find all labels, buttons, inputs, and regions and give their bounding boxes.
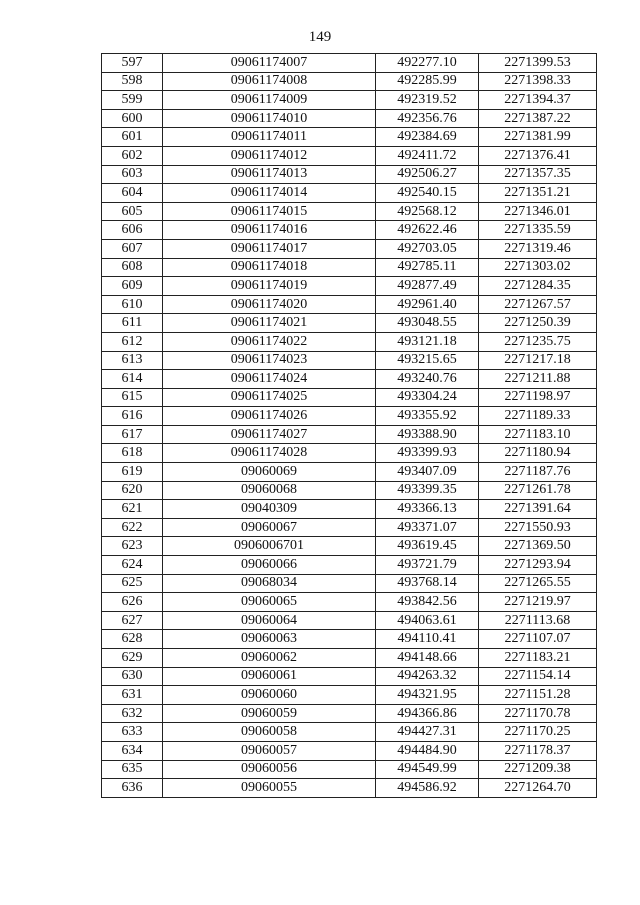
row-number-cell: 613 bbox=[102, 351, 163, 370]
x-coordinate-cell: 492568.12 bbox=[376, 202, 479, 221]
parcel-code-cell: 09060063 bbox=[163, 630, 376, 649]
row-number-cell: 624 bbox=[102, 556, 163, 575]
parcel-code-cell: 09061174028 bbox=[163, 444, 376, 463]
x-coordinate-cell: 493304.24 bbox=[376, 388, 479, 407]
table-row bbox=[102, 760, 597, 779]
table-row bbox=[102, 723, 597, 742]
parcel-code-cell: 09060056 bbox=[163, 760, 376, 779]
table-row bbox=[102, 351, 597, 370]
x-coordinate-cell: 493399.93 bbox=[376, 444, 479, 463]
parcel-code-cell: 09061174010 bbox=[163, 109, 376, 128]
y-coordinate-cell: 2271217.18 bbox=[479, 351, 597, 370]
table-row bbox=[102, 500, 597, 519]
parcel-code-cell: 09060058 bbox=[163, 723, 376, 742]
x-coordinate-cell: 492540.15 bbox=[376, 184, 479, 203]
y-coordinate-cell: 2271387.22 bbox=[479, 109, 597, 128]
y-coordinate-cell: 2271303.02 bbox=[479, 258, 597, 277]
row-number-cell: 634 bbox=[102, 741, 163, 760]
x-coordinate-cell: 494110.41 bbox=[376, 630, 479, 649]
row-number-cell: 612 bbox=[102, 332, 163, 351]
row-number-cell: 626 bbox=[102, 593, 163, 612]
table-row bbox=[102, 518, 597, 537]
parcel-code-cell: 09061174020 bbox=[163, 295, 376, 314]
x-coordinate-cell: 493371.07 bbox=[376, 518, 479, 537]
x-coordinate-cell: 493721.79 bbox=[376, 556, 479, 575]
table-row bbox=[102, 370, 597, 389]
y-coordinate-cell: 2271284.35 bbox=[479, 277, 597, 296]
y-coordinate-cell: 2271183.21 bbox=[479, 649, 597, 668]
parcel-code-cell: 09061174009 bbox=[163, 91, 376, 110]
x-coordinate-cell: 493768.14 bbox=[376, 574, 479, 593]
x-coordinate-cell: 492411.72 bbox=[376, 146, 479, 165]
x-coordinate-cell: 493399.35 bbox=[376, 481, 479, 500]
row-number-cell: 600 bbox=[102, 109, 163, 128]
y-coordinate-cell: 2271398.33 bbox=[479, 72, 597, 91]
row-number-cell: 618 bbox=[102, 444, 163, 463]
table-row bbox=[102, 184, 597, 203]
row-number-cell: 609 bbox=[102, 277, 163, 296]
table-row bbox=[102, 314, 597, 333]
row-number-cell: 633 bbox=[102, 723, 163, 742]
row-number-cell: 629 bbox=[102, 649, 163, 668]
table-row bbox=[102, 686, 597, 705]
y-coordinate-cell: 2271170.78 bbox=[479, 704, 597, 723]
x-coordinate-cell: 492877.49 bbox=[376, 277, 479, 296]
table-row bbox=[102, 444, 597, 463]
y-coordinate-cell: 2271113.68 bbox=[479, 611, 597, 630]
parcel-code-cell: 09060061 bbox=[163, 667, 376, 686]
table-row bbox=[102, 407, 597, 426]
table-row bbox=[102, 649, 597, 668]
y-coordinate-cell: 2271335.59 bbox=[479, 221, 597, 240]
x-coordinate-cell: 494321.95 bbox=[376, 686, 479, 705]
parcel-code-cell: 09060060 bbox=[163, 686, 376, 705]
parcel-code-cell: 09061174008 bbox=[163, 72, 376, 91]
x-coordinate-cell: 492961.40 bbox=[376, 295, 479, 314]
parcel-code-cell: 09061174016 bbox=[163, 221, 376, 240]
y-coordinate-cell: 2271178.37 bbox=[479, 741, 597, 760]
x-coordinate-cell: 494366.86 bbox=[376, 704, 479, 723]
parcel-code-cell: 09061174024 bbox=[163, 370, 376, 389]
table-row bbox=[102, 91, 597, 110]
parcel-code-cell: 09061174019 bbox=[163, 277, 376, 296]
parcel-code-cell: 09061174023 bbox=[163, 351, 376, 370]
parcel-code-cell: 09060062 bbox=[163, 649, 376, 668]
parcel-code-cell: 09060067 bbox=[163, 518, 376, 537]
x-coordinate-cell: 492285.99 bbox=[376, 72, 479, 91]
table-row bbox=[102, 463, 597, 482]
table-row bbox=[102, 332, 597, 351]
row-number-cell: 602 bbox=[102, 146, 163, 165]
row-number-cell: 608 bbox=[102, 258, 163, 277]
parcel-code-cell: 09040309 bbox=[163, 500, 376, 519]
table-row bbox=[102, 741, 597, 760]
y-coordinate-cell: 2271391.64 bbox=[479, 500, 597, 519]
x-coordinate-cell: 494263.32 bbox=[376, 667, 479, 686]
table-row bbox=[102, 593, 597, 612]
parcel-code-cell: 09060057 bbox=[163, 741, 376, 760]
table-row bbox=[102, 109, 597, 128]
table-row bbox=[102, 481, 597, 500]
y-coordinate-cell: 2271107.07 bbox=[479, 630, 597, 649]
y-coordinate-cell: 2271198.97 bbox=[479, 388, 597, 407]
parcel-code-cell: 09060065 bbox=[163, 593, 376, 612]
x-coordinate-cell: 494549.99 bbox=[376, 760, 479, 779]
y-coordinate-cell: 2271250.39 bbox=[479, 314, 597, 333]
parcel-code-cell: 09061174026 bbox=[163, 407, 376, 426]
table-row bbox=[102, 667, 597, 686]
coordinates-table bbox=[101, 53, 597, 798]
row-number-cell: 599 bbox=[102, 91, 163, 110]
x-coordinate-cell: 492277.10 bbox=[376, 54, 479, 73]
x-coordinate-cell: 492703.05 bbox=[376, 239, 479, 258]
row-number-cell: 627 bbox=[102, 611, 163, 630]
x-coordinate-cell: 494063.61 bbox=[376, 611, 479, 630]
parcel-code-cell: 09061174022 bbox=[163, 332, 376, 351]
row-number-cell: 630 bbox=[102, 667, 163, 686]
row-number-cell: 616 bbox=[102, 407, 163, 426]
row-number-cell: 620 bbox=[102, 481, 163, 500]
coordinates-table-body bbox=[102, 54, 597, 798]
parcel-code-cell: 09061174025 bbox=[163, 388, 376, 407]
parcel-code-cell: 09060055 bbox=[163, 779, 376, 798]
row-number-cell: 635 bbox=[102, 760, 163, 779]
y-coordinate-cell: 2271154.14 bbox=[479, 667, 597, 686]
x-coordinate-cell: 492785.11 bbox=[376, 258, 479, 277]
table-row bbox=[102, 574, 597, 593]
row-number-cell: 607 bbox=[102, 239, 163, 258]
y-coordinate-cell: 2271189.33 bbox=[479, 407, 597, 426]
parcel-code-cell: 09061174011 bbox=[163, 128, 376, 147]
y-coordinate-cell: 2271381.99 bbox=[479, 128, 597, 147]
y-coordinate-cell: 2271264.70 bbox=[479, 779, 597, 798]
parcel-code-cell: 09061174014 bbox=[163, 184, 376, 203]
x-coordinate-cell: 493619.45 bbox=[376, 537, 479, 556]
row-number-cell: 604 bbox=[102, 184, 163, 203]
table-row bbox=[102, 239, 597, 258]
table-row bbox=[102, 630, 597, 649]
parcel-code-cell: 09061174012 bbox=[163, 146, 376, 165]
y-coordinate-cell: 2271550.93 bbox=[479, 518, 597, 537]
x-coordinate-cell: 493240.76 bbox=[376, 370, 479, 389]
parcel-code-cell: 09060069 bbox=[163, 463, 376, 482]
y-coordinate-cell: 2271170.25 bbox=[479, 723, 597, 742]
y-coordinate-cell: 2271351.21 bbox=[479, 184, 597, 203]
y-coordinate-cell: 2271151.28 bbox=[479, 686, 597, 705]
row-number-cell: 605 bbox=[102, 202, 163, 221]
parcel-code-cell: 09061174015 bbox=[163, 202, 376, 221]
x-coordinate-cell: 492506.27 bbox=[376, 165, 479, 184]
x-coordinate-cell: 493355.92 bbox=[376, 407, 479, 426]
parcel-code-cell: 09060059 bbox=[163, 704, 376, 723]
table-row bbox=[102, 165, 597, 184]
parcel-code-cell: 09060066 bbox=[163, 556, 376, 575]
row-number-cell: 625 bbox=[102, 574, 163, 593]
y-coordinate-cell: 2271357.35 bbox=[479, 165, 597, 184]
y-coordinate-cell: 2271346.01 bbox=[479, 202, 597, 221]
row-number-cell: 621 bbox=[102, 500, 163, 519]
parcel-code-cell: 09061174027 bbox=[163, 425, 376, 444]
parcel-code-cell: 09061174017 bbox=[163, 239, 376, 258]
y-coordinate-cell: 2271267.57 bbox=[479, 295, 597, 314]
y-coordinate-cell: 2271369.50 bbox=[479, 537, 597, 556]
row-number-cell: 628 bbox=[102, 630, 163, 649]
y-coordinate-cell: 2271376.41 bbox=[479, 146, 597, 165]
y-coordinate-cell: 2271399.53 bbox=[479, 54, 597, 73]
row-number-cell: 623 bbox=[102, 537, 163, 556]
y-coordinate-cell: 2271211.88 bbox=[479, 370, 597, 389]
table-row bbox=[102, 72, 597, 91]
table-row bbox=[102, 258, 597, 277]
parcel-code-cell: 09061174013 bbox=[163, 165, 376, 184]
table-row bbox=[102, 704, 597, 723]
table-row bbox=[102, 277, 597, 296]
y-coordinate-cell: 2271235.75 bbox=[479, 332, 597, 351]
row-number-cell: 603 bbox=[102, 165, 163, 184]
table-row bbox=[102, 146, 597, 165]
x-coordinate-cell: 493407.09 bbox=[376, 463, 479, 482]
row-number-cell: 617 bbox=[102, 425, 163, 444]
parcel-code-cell: 0906006701 bbox=[163, 537, 376, 556]
row-number-cell: 615 bbox=[102, 388, 163, 407]
x-coordinate-cell: 494427.31 bbox=[376, 723, 479, 742]
parcel-code-cell: 09060064 bbox=[163, 611, 376, 630]
row-number-cell: 632 bbox=[102, 704, 163, 723]
x-coordinate-cell: 493842.56 bbox=[376, 593, 479, 612]
table-row bbox=[102, 537, 597, 556]
row-number-cell: 614 bbox=[102, 370, 163, 389]
x-coordinate-cell: 493215.65 bbox=[376, 351, 479, 370]
x-coordinate-cell: 494484.90 bbox=[376, 741, 479, 760]
row-number-cell: 636 bbox=[102, 779, 163, 798]
x-coordinate-cell: 493388.90 bbox=[376, 425, 479, 444]
table-row bbox=[102, 295, 597, 314]
table-row bbox=[102, 128, 597, 147]
table-row bbox=[102, 779, 597, 798]
row-number-cell: 619 bbox=[102, 463, 163, 482]
table-row bbox=[102, 425, 597, 444]
table-row bbox=[102, 611, 597, 630]
x-coordinate-cell: 494148.66 bbox=[376, 649, 479, 668]
parcel-code-cell: 09061174021 bbox=[163, 314, 376, 333]
row-number-cell: 611 bbox=[102, 314, 163, 333]
x-coordinate-cell: 492384.69 bbox=[376, 128, 479, 147]
row-number-cell: 598 bbox=[102, 72, 163, 91]
x-coordinate-cell: 493121.18 bbox=[376, 332, 479, 351]
y-coordinate-cell: 2271180.94 bbox=[479, 444, 597, 463]
x-coordinate-cell: 494586.92 bbox=[376, 779, 479, 798]
y-coordinate-cell: 2271183.10 bbox=[479, 425, 597, 444]
y-coordinate-cell: 2271394.37 bbox=[479, 91, 597, 110]
table-row bbox=[102, 221, 597, 240]
row-number-cell: 597 bbox=[102, 54, 163, 73]
x-coordinate-cell: 493048.55 bbox=[376, 314, 479, 333]
row-number-cell: 622 bbox=[102, 518, 163, 537]
table-row bbox=[102, 556, 597, 575]
parcel-code-cell: 09061174007 bbox=[163, 54, 376, 73]
y-coordinate-cell: 2271319.46 bbox=[479, 239, 597, 258]
y-coordinate-cell: 2271261.78 bbox=[479, 481, 597, 500]
row-number-cell: 631 bbox=[102, 686, 163, 705]
y-coordinate-cell: 2271219.97 bbox=[479, 593, 597, 612]
x-coordinate-cell: 492356.76 bbox=[376, 109, 479, 128]
y-coordinate-cell: 2271187.76 bbox=[479, 463, 597, 482]
parcel-code-cell: 09061174018 bbox=[163, 258, 376, 277]
y-coordinate-cell: 2271209.38 bbox=[479, 760, 597, 779]
y-coordinate-cell: 2271265.55 bbox=[479, 574, 597, 593]
table-row bbox=[102, 202, 597, 221]
table-row bbox=[102, 388, 597, 407]
page-number: 149 bbox=[308, 29, 332, 45]
row-number-cell: 606 bbox=[102, 221, 163, 240]
x-coordinate-cell: 492622.46 bbox=[376, 221, 479, 240]
row-number-cell: 610 bbox=[102, 295, 163, 314]
row-number-cell: 601 bbox=[102, 128, 163, 147]
y-coordinate-cell: 2271293.94 bbox=[479, 556, 597, 575]
table-row bbox=[102, 54, 597, 73]
x-coordinate-cell: 493366.13 bbox=[376, 500, 479, 519]
parcel-code-cell: 09060068 bbox=[163, 481, 376, 500]
parcel-code-cell: 09068034 bbox=[163, 574, 376, 593]
x-coordinate-cell: 492319.52 bbox=[376, 91, 479, 110]
